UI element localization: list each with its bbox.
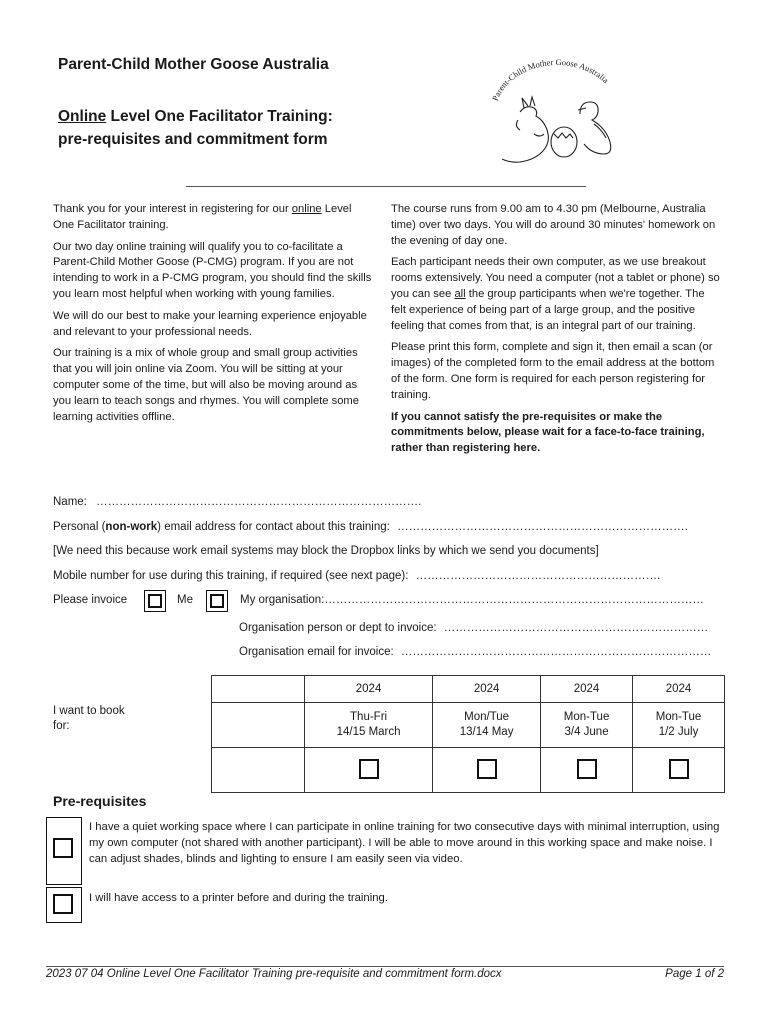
- prereq-printer-text: I will have access to a printer before and during the training.: [89, 892, 388, 904]
- kangaroo-icon: [502, 97, 548, 162]
- session-year: 2024: [633, 676, 725, 703]
- page-footer: [46, 966, 724, 980]
- title-rest: Level One Facilitator Training:: [106, 108, 333, 125]
- logo-text: Parent-Child Mother Goose Australia: [489, 56, 611, 103]
- org-title: Parent-Child Mother Goose Australia: [58, 56, 329, 73]
- invoice-org-row: [240, 594, 704, 606]
- org-email-row: [239, 646, 711, 658]
- prereq-quiet-space-checkbox[interactable]: [46, 817, 82, 885]
- header-divider: [186, 186, 586, 187]
- org-person-row: [239, 622, 708, 634]
- book-may-checkbox[interactable]: [477, 759, 497, 779]
- book-june-checkbox[interactable]: [577, 759, 597, 779]
- prereq-printer-checkbox[interactable]: [46, 887, 82, 923]
- book-july-checkbox[interactable]: [669, 759, 689, 779]
- org-person-label: Organisation person or dept to invoice:: [239, 622, 437, 634]
- page-number: Page 1 of 2: [665, 968, 724, 980]
- goose-icon: [578, 102, 611, 154]
- session-dates: Mon/Tue 13/14 May: [433, 703, 541, 748]
- title-line2: pre-requisites and commitment form: [58, 131, 328, 148]
- page-title: [58, 105, 333, 151]
- warning-paragraph: If you cannot satisfy the pre-requisites or make the commitments below, please wait for a face-to-face training, rather than registering here.: [391, 410, 705, 455]
- title-online: Online: [58, 108, 107, 125]
- email-label: ) email address for contact about this training:: [157, 521, 390, 533]
- egg-icon: [551, 127, 577, 157]
- invoice-org-field[interactable]: ………………………………………………………………………………………: [324, 594, 704, 606]
- table-cell: [633, 748, 725, 793]
- table-cell: [305, 748, 433, 793]
- name-field-row: [53, 496, 421, 508]
- mobile-field-row: [53, 570, 660, 582]
- intro-paragraph: Our two day online training will qualify you to co-facilitate a Parent-Child Mother Goose (P-CMG) program. If you are not intending to work in a P-CMG program, you should find the skills you learn most helpful when working with young families.: [53, 240, 372, 300]
- prereq-quiet-space-text: I have a quiet working space where I can participate in online training for two consecutive days with minimal interruption, using my own computer (not shared with another participant). I will be able to move around in this working space and make noise. I can adjust shades, blinds and lighting to ensure I am easily seen via video.: [89, 821, 720, 865]
- table-cell: [433, 748, 541, 793]
- footer-filename: 2023 07 04 Online Level One Facilitator Training pre-requisite and commitment form.docx: [46, 968, 502, 980]
- session-dates: Thu-Fri 14/15 March: [305, 703, 433, 748]
- pcmg-logo: [468, 54, 638, 164]
- session-dates: Mon-Tue 3/4 June: [541, 703, 633, 748]
- table-cell: [212, 703, 305, 748]
- org-email-label: Organisation email for invoice:: [239, 646, 394, 658]
- intro-paragraph: We will do our best to make your learning experience enjoyable and relevant to your professional needs.: [53, 309, 367, 338]
- invoice-org-checkbox[interactable]: [206, 590, 228, 612]
- invoice-label: Please invoice: [53, 594, 128, 606]
- session-year: 2024: [305, 676, 433, 703]
- intro-right-column: [391, 202, 721, 463]
- book-march-checkbox[interactable]: [359, 759, 379, 779]
- email-note: [We need this because work email systems may block the Dropbox links by which we send you documents]: [53, 545, 599, 557]
- name-field[interactable]: ………………………………………………………………………….: [96, 496, 422, 508]
- invoice-org-label: My organisation:: [240, 594, 325, 606]
- email-field[interactable]: ………………………………………………………………….: [397, 521, 688, 533]
- intro-paragraph: Thank you for your interest in registering for our online Level One Facilitator training.: [53, 203, 352, 231]
- mobile-label: Mobile number for use during this training, if required (see next page):: [53, 570, 409, 582]
- session-year: 2024: [433, 676, 541, 703]
- intro-paragraph: Each participant needs their own computer, as we use breakout rooms extensively. You need a computer (not a tablet or phone) so you can see all the group participants when we're together. The felt experience of being part of a large group, and the positive feeling that comes from that, is an integral part of our training.: [391, 256, 720, 332]
- session-dates: Mon-Tue 1/2 July: [633, 703, 725, 748]
- table-cell: [541, 748, 633, 793]
- org-person-field[interactable]: ……………………………………………………………: [443, 622, 709, 634]
- email-field-row: Personal (non-work) email address for contact about this training: ………………………………………………………………….: [53, 521, 688, 533]
- table-cell: [212, 748, 305, 793]
- prerequisites-heading: Pre-requisites: [53, 793, 147, 809]
- name-label: Name:: [53, 496, 87, 508]
- intro-paragraph: The course runs from 9.00 am to 4.30 pm (Melbourne, Australia time) over two days. You will do around 30 minutes' homework on the evening of day one.: [391, 203, 716, 247]
- intro-paragraph: Please print this form, complete and sign it, then email a scan (or images) of the completed form to the email address at the bottom of the form. One form is required for each person registering for training.: [391, 341, 715, 401]
- intro-left-column: [53, 202, 373, 431]
- org-email-field[interactable]: ………………………………………………………………………: [400, 646, 712, 658]
- invoice-me-label: Me: [177, 594, 193, 606]
- booking-dates-table: [211, 675, 725, 793]
- session-year: 2024: [541, 676, 633, 703]
- booking-label: I want to book for:: [53, 705, 125, 732]
- invoice-me-checkbox[interactable]: [144, 590, 166, 612]
- intro-paragraph: Our training is a mix of whole group and small group activities that you will join online via Zoom. You will be sitting at your computer some of the time, but will also be moving around as you learn to teach songs and rhymes. You will complete some learning activities offline.: [53, 347, 359, 423]
- table-cell: [212, 676, 305, 703]
- mobile-field[interactable]: ……………………………………………………….: [415, 570, 661, 582]
